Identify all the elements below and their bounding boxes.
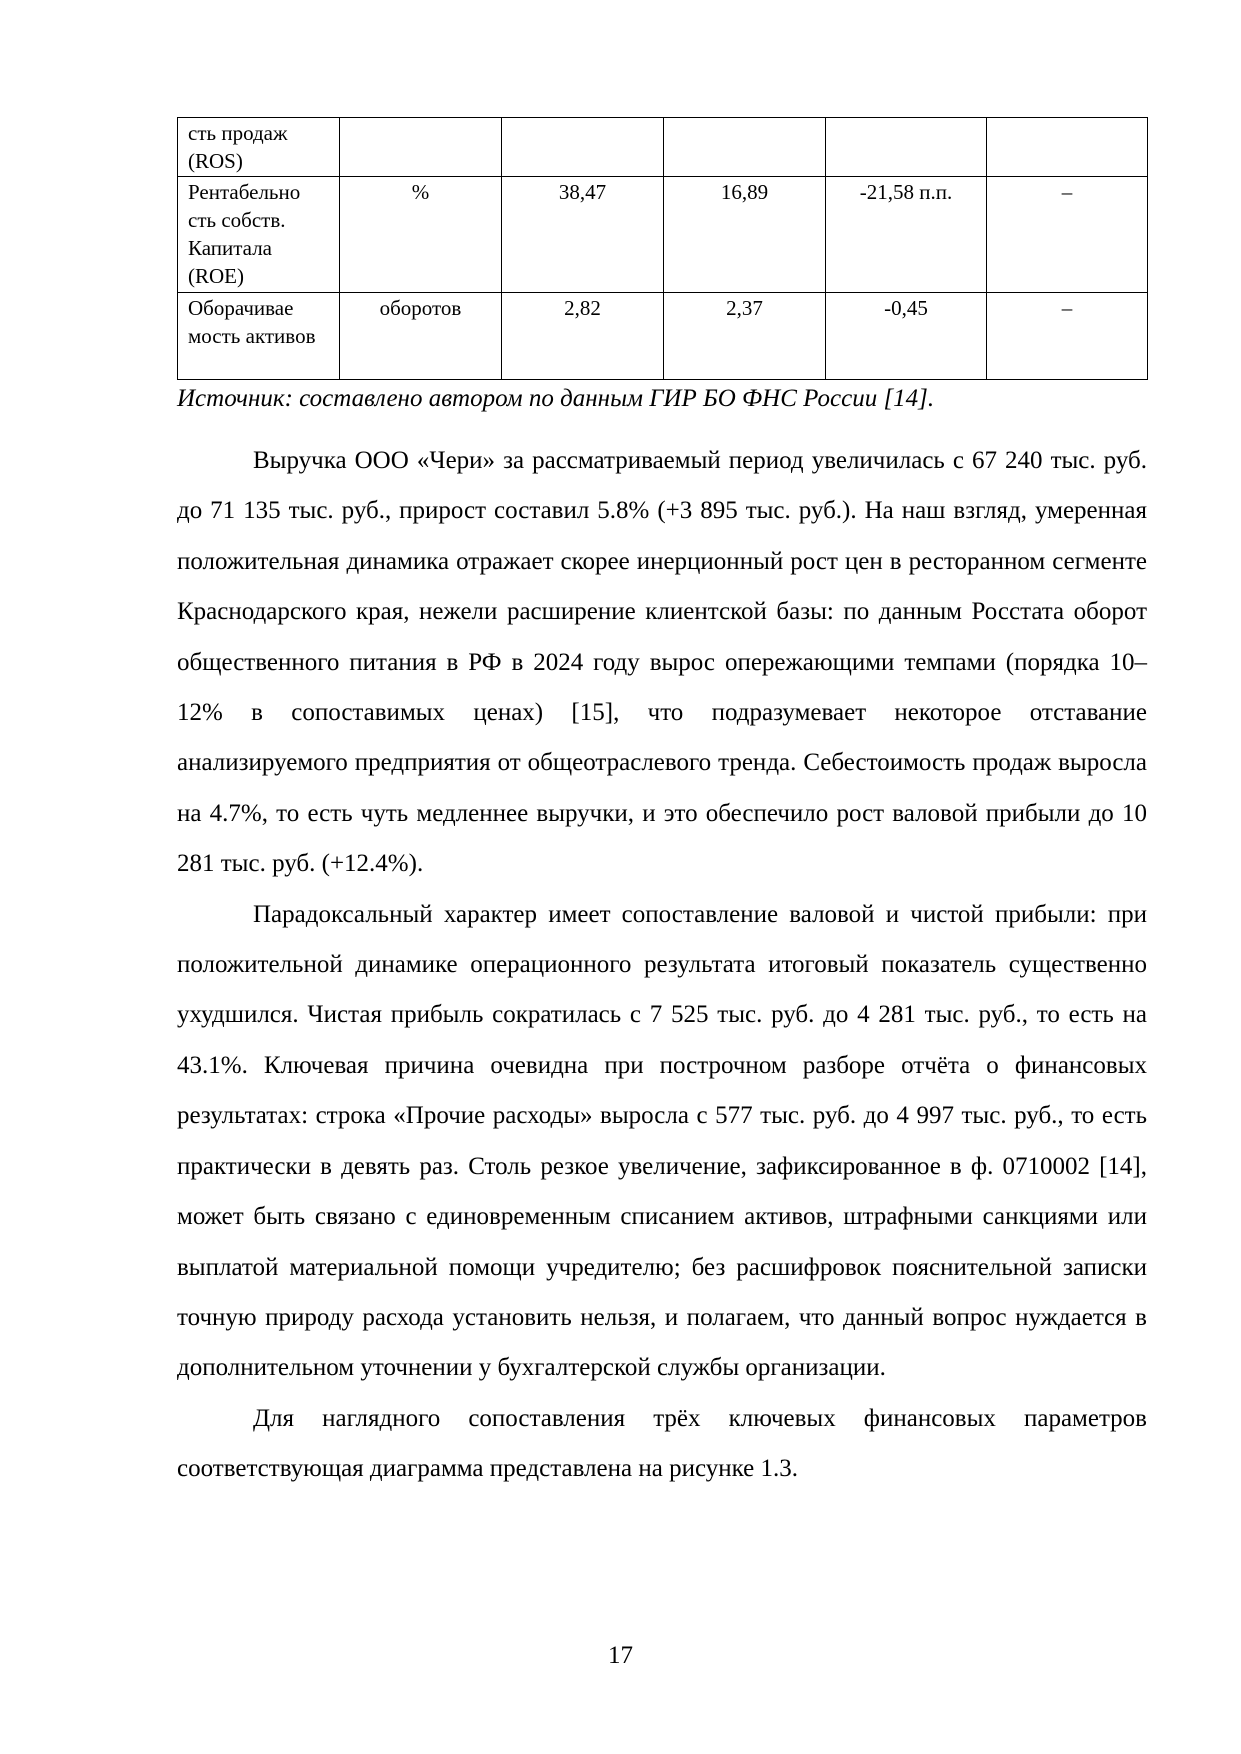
- unit-cell: [340, 118, 502, 177]
- note-cell: –: [987, 177, 1148, 293]
- table-row: [178, 118, 1148, 177]
- financial-indicators-table: [177, 117, 1148, 380]
- table-source-caption: Источник: составлено автором по данным ГИР БО ФНС России [14].: [177, 385, 935, 412]
- value-cell: [664, 118, 826, 177]
- value-cell: [502, 118, 664, 177]
- paragraph: Выручка ООО «Чери» за рассматриваемый период увеличилась с 67 240 тыс. руб. до 71 135 тыс. руб., прирост составил 5.8% (+3 895 тыс. руб.). На наш взгляд, умеренная положительная динамика отражает скорее инерционный рост цен в ресторанном сегменте Краснодарского края, нежели расширение клиентской базы: по данным Росстата оборот общественного питания в РФ в 2024 году вырос опережающими темпами (порядка 10–12% в сопоставимых ценах) [15], что подразумевает некоторое отставание анализируемого предприятия от общеотраслевого тренда. Себестоимость продаж выросла на 4.7%, то есть чуть медленнее выручки, и это обеспечило рост валовой прибыли до 10 281 тыс. руб. (+12.4%).: [177, 447, 1147, 878]
- value-cell: 2,37: [664, 293, 826, 380]
- table-row: [178, 177, 1148, 293]
- unit-cell: оборотов: [340, 293, 502, 380]
- change-cell: -21,58 п.п.: [826, 177, 987, 293]
- note-cell: [987, 118, 1148, 177]
- value-cell: 16,89: [664, 177, 826, 293]
- indicator-name-cell: Оборачивае мость активов: [178, 293, 340, 380]
- paragraph: Для наглядного сопоставления трёх ключевых финансовых параметров соответствующая диаграмма представлена на рисунке 1.3.: [177, 1404, 1147, 1483]
- indicator-name-cell: Рентабельно сть собств. Капитала (ROE): [178, 177, 340, 293]
- page-number: 17: [608, 1642, 633, 1669]
- note-cell: –: [987, 293, 1148, 380]
- value-cell: 38,47: [502, 177, 664, 293]
- table-row: [178, 293, 1148, 380]
- value-cell: 2,82: [502, 293, 664, 380]
- unit-cell: %: [340, 177, 502, 293]
- paragraph: Парадоксальный характер имеет сопоставление валовой и чистой прибыли: при положительной динамике операционного результата итоговый показатель существенно ухудшился. Чистая прибыль сократилась с 7 525 тыс. руб. до 4 281 тыс. руб., то есть на 43.1%. Ключевая причина очевидна при построчном разборе отчёта о финансовых результатах: строка «Прочие расходы» выросла с 577 тыс. руб. до 4 997 тыс. руб., то есть практически в девять раз. Столь резкое увеличение, зафиксированное в ф. 0710002 [14], может быть связано с единовременным списанием активов, штрафными санкциями или выплатой материальной помощи учредителю; без расшифровок пояснительной записки точную природу расхода установить нельзя, и полагаем, что данный вопрос нуждается в дополнительном уточнении у бухгалтерской службы организации.: [177, 900, 1147, 1382]
- indicator-name-cell: сть продаж (ROS): [178, 118, 340, 177]
- change-cell: -0,45: [826, 293, 987, 380]
- change-cell: [826, 118, 987, 177]
- body-text: [177, 436, 1147, 1495]
